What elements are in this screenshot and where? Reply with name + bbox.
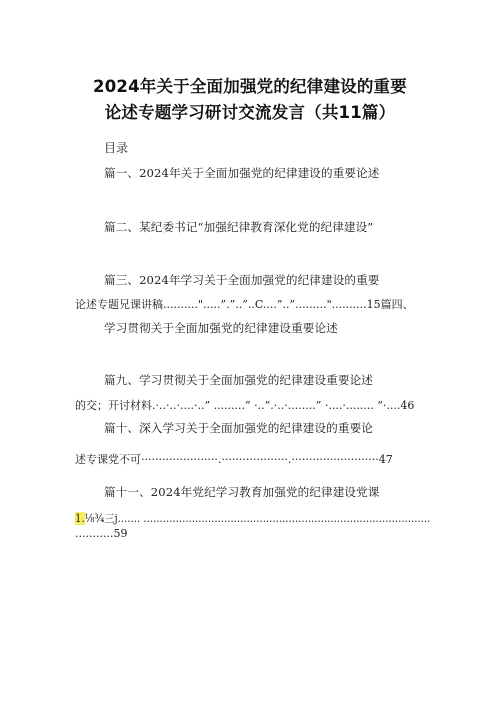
toc-entry-4-line: 学习贯彻关于全面加强党的纪律建设重要论述 [104,321,338,335]
toc-entry-9-line-1: 篇九、学习贯彻关于全面加强党的纪律建设重要论述 [104,373,373,387]
toc-entry-11-line-2 [75,510,430,526]
toc-heading: 目录 [104,141,129,155]
document-title-line-1: 2024年关于全面加强党的纪律建设的重要 [93,77,407,96]
toc-entry-3-line-1: 篇三、2024年学习关于全面加强党的纪律建设的重要 [104,273,380,287]
toc-entry-11-page: ...........59 [75,527,128,540]
toc-entry-9-line-2: 的交；开讨材料.·..·..·....·..” .........” ·..”.·..·........” ·....·........ “·....46 [75,399,415,412]
toc-entry-10-line-2: 述专课党不可······················.···················.·························47 [75,453,393,466]
toc-entry-2: 篇二、某纪委书记“加强纪律教育深化党的纪律建设” [104,220,374,234]
highlighted-text: 1. [75,512,85,525]
toc-entry-11-line-1: 篇十一、2024年党纪学习教育加强党的纪律建设党课 [104,485,380,499]
toc-entry-1: 篇一、2024年关于全面加强党的纪律建设的重要论述 [104,166,380,180]
document-title-line-2: 论述专题学习研讨交流发言（共11篇） [104,103,396,122]
toc-entry-10-line-1: 篇十、深入学习关于全面加强党的纪律建设的重要论 [104,421,373,435]
toc-entry-11-leader: ⅛¾三j....... ......................................................................................... [84,512,431,525]
toc-entry-3-line-2: 论述专题兄课讲稿..........".....”.”..”..C....”..”........."..........15篇四、 [75,298,414,311]
